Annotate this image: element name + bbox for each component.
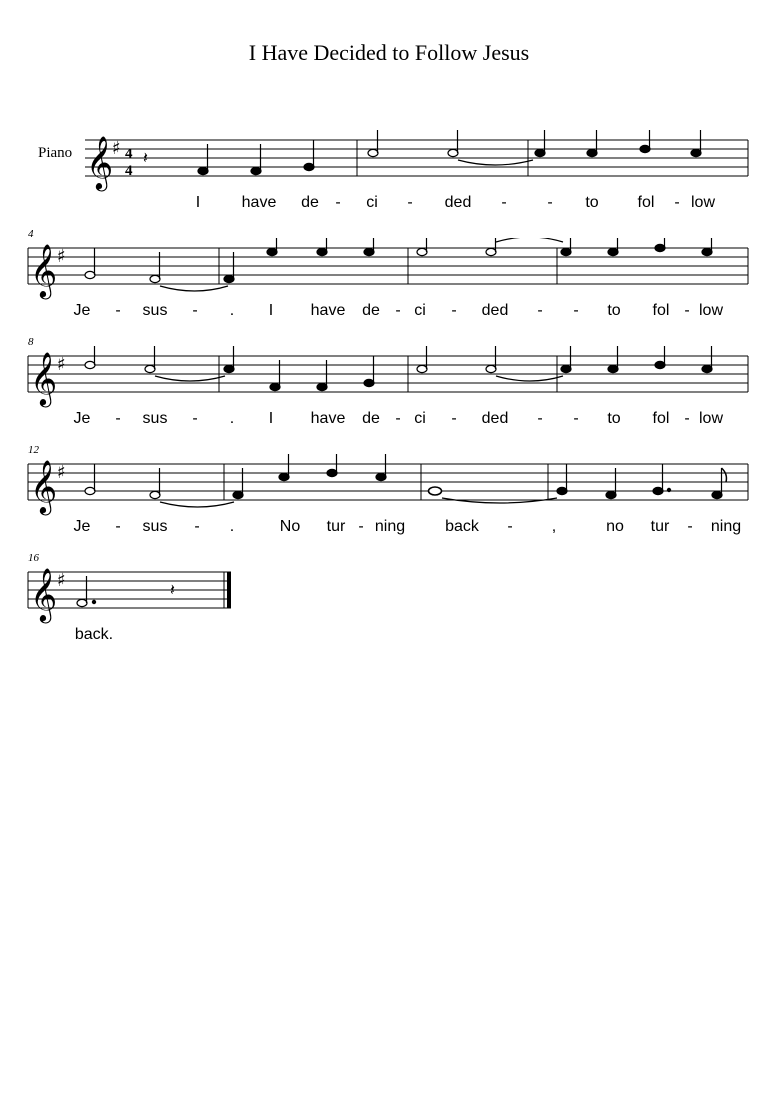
instrument-label: Piano: [38, 145, 73, 161]
lyric-syllable: -: [451, 410, 457, 427]
lyric-syllable: tur: [326, 518, 346, 535]
lyric-syllable: low: [698, 302, 724, 319]
lyric-syllable: -: [507, 518, 513, 535]
lyric-syllable: have: [310, 410, 346, 427]
lyric-syllable: fol: [637, 194, 655, 211]
lyric-syllable: -: [395, 302, 401, 319]
lyric-syllable: I: [268, 410, 274, 427]
lyric-syllable: Je: [73, 518, 91, 535]
lyric-syllable: -: [358, 518, 364, 535]
treble-clef-icon: 𝄞: [86, 135, 114, 189]
lyric-syllable: .: [229, 410, 235, 427]
treble-clef-icon: 𝄞: [30, 567, 58, 621]
svg-text:4: 4: [125, 163, 133, 179]
staff-system-3: [0, 336, 778, 456]
staff-notation: [0, 346, 778, 456]
key-signature-sharp-icon: ♯: [57, 246, 66, 267]
lyric-syllable: sus: [142, 410, 168, 427]
lyric-syllable: -: [335, 194, 341, 211]
svg-text:4: 4: [125, 146, 133, 162]
lyric-syllable: -: [192, 410, 198, 427]
final-barline: [227, 572, 231, 608]
quarter-rest-icon: 𝄽: [143, 148, 148, 167]
lyric-syllable: have: [241, 194, 277, 211]
lyric-syllable: low: [690, 194, 716, 211]
lyric-syllable: -: [115, 518, 121, 535]
tie: [496, 376, 563, 381]
lyric-syllable: -: [573, 410, 579, 427]
staff-system-5: [0, 552, 778, 672]
lyric-syllable: ci: [366, 194, 378, 211]
eighth-flag: [722, 468, 727, 482]
measure-number: 8: [28, 336, 34, 348]
lyric-syllable: ded: [481, 410, 509, 427]
lyric-syllable: back: [445, 518, 479, 535]
lyric-syllable: to: [585, 194, 599, 211]
song-title: I Have Decided to Follow Jesus: [248, 40, 530, 65]
lyric-syllable: tur: [650, 518, 670, 535]
staff-system-1: [0, 130, 778, 240]
lyric-syllable: ning: [374, 518, 406, 535]
lyric-syllable: -: [407, 194, 413, 211]
lyric-syllable: .: [229, 302, 235, 319]
measure-number: 4: [28, 228, 34, 240]
lyric-syllable: -: [115, 410, 121, 427]
quarter-rest-icon: 𝄽: [170, 580, 175, 599]
staff-system-4: [0, 444, 778, 564]
lyric-syllable: -: [537, 302, 543, 319]
tie: [160, 286, 228, 291]
lyric-syllable: -: [684, 410, 690, 427]
lyric-syllable: fol: [652, 410, 670, 427]
lyric-syllable: ded: [444, 194, 472, 211]
lyric-syllable: sus: [142, 518, 168, 535]
lyric-syllable: -: [451, 302, 457, 319]
key-signature-sharp-icon: ♯: [57, 462, 66, 483]
tie: [496, 238, 563, 242]
lyric-syllable: I: [195, 194, 201, 211]
lyric-syllable: I: [268, 302, 274, 319]
tie: [155, 376, 225, 381]
treble-clef-icon: 𝄞: [30, 351, 58, 405]
lyric-syllable: -: [501, 194, 507, 211]
treble-clef-icon: 𝄞: [30, 459, 58, 513]
key-signature-sharp-icon: ♯: [57, 354, 66, 375]
lyric-syllable: -: [192, 302, 198, 319]
lyric-syllable: sus: [142, 302, 168, 319]
staff-notation: [0, 454, 778, 564]
lyric-syllable: have: [310, 302, 346, 319]
lyric-syllable: to: [607, 410, 621, 427]
treble-clef-icon: 𝄞: [30, 243, 58, 297]
key-signature-sharp-icon: ♯: [112, 138, 121, 159]
lyric-syllable: de: [301, 194, 319, 211]
lyric-syllable: .: [229, 518, 235, 535]
measure-number: 12: [28, 444, 39, 456]
lyric-syllable: ning: [710, 518, 742, 535]
lyric-syllable: no: [606, 518, 624, 535]
lyric-syllable: Je: [73, 410, 91, 427]
staff-notation: [0, 238, 778, 348]
staff-notation: [0, 130, 778, 240]
lyric-syllable: low: [698, 410, 724, 427]
lyric-syllable: ,: [551, 518, 557, 535]
lyric-syllable: de: [362, 410, 380, 427]
staff-notation: [0, 562, 778, 672]
lyric-syllable: -: [674, 194, 680, 211]
lyric-syllable: ci: [414, 302, 426, 319]
lyric-syllable: de: [362, 302, 380, 319]
measure-number: 16: [28, 552, 39, 564]
lyric-syllable: Je: [73, 302, 91, 319]
lyric-syllable: ci: [414, 410, 426, 427]
lyric-syllable: to: [607, 302, 621, 319]
lyric-syllable: fol: [652, 302, 670, 319]
lyric-syllable: No: [279, 518, 301, 535]
staff-system-2: [0, 228, 778, 348]
lyric-syllable: -: [194, 518, 200, 535]
lyric-syllable: -: [537, 410, 543, 427]
lyric-syllable: -: [115, 302, 121, 319]
lyric-syllable: -: [395, 410, 401, 427]
lyric-syllable: back.: [74, 626, 114, 643]
lyric-syllable: -: [573, 302, 579, 319]
tie: [458, 160, 533, 165]
key-signature-sharp-icon: ♯: [57, 570, 66, 591]
lyric-syllable: ded: [481, 302, 509, 319]
lyric-syllable: -: [547, 194, 553, 211]
lyric-syllable: -: [687, 518, 693, 535]
tie: [160, 502, 234, 507]
lyric-syllable: -: [684, 302, 690, 319]
